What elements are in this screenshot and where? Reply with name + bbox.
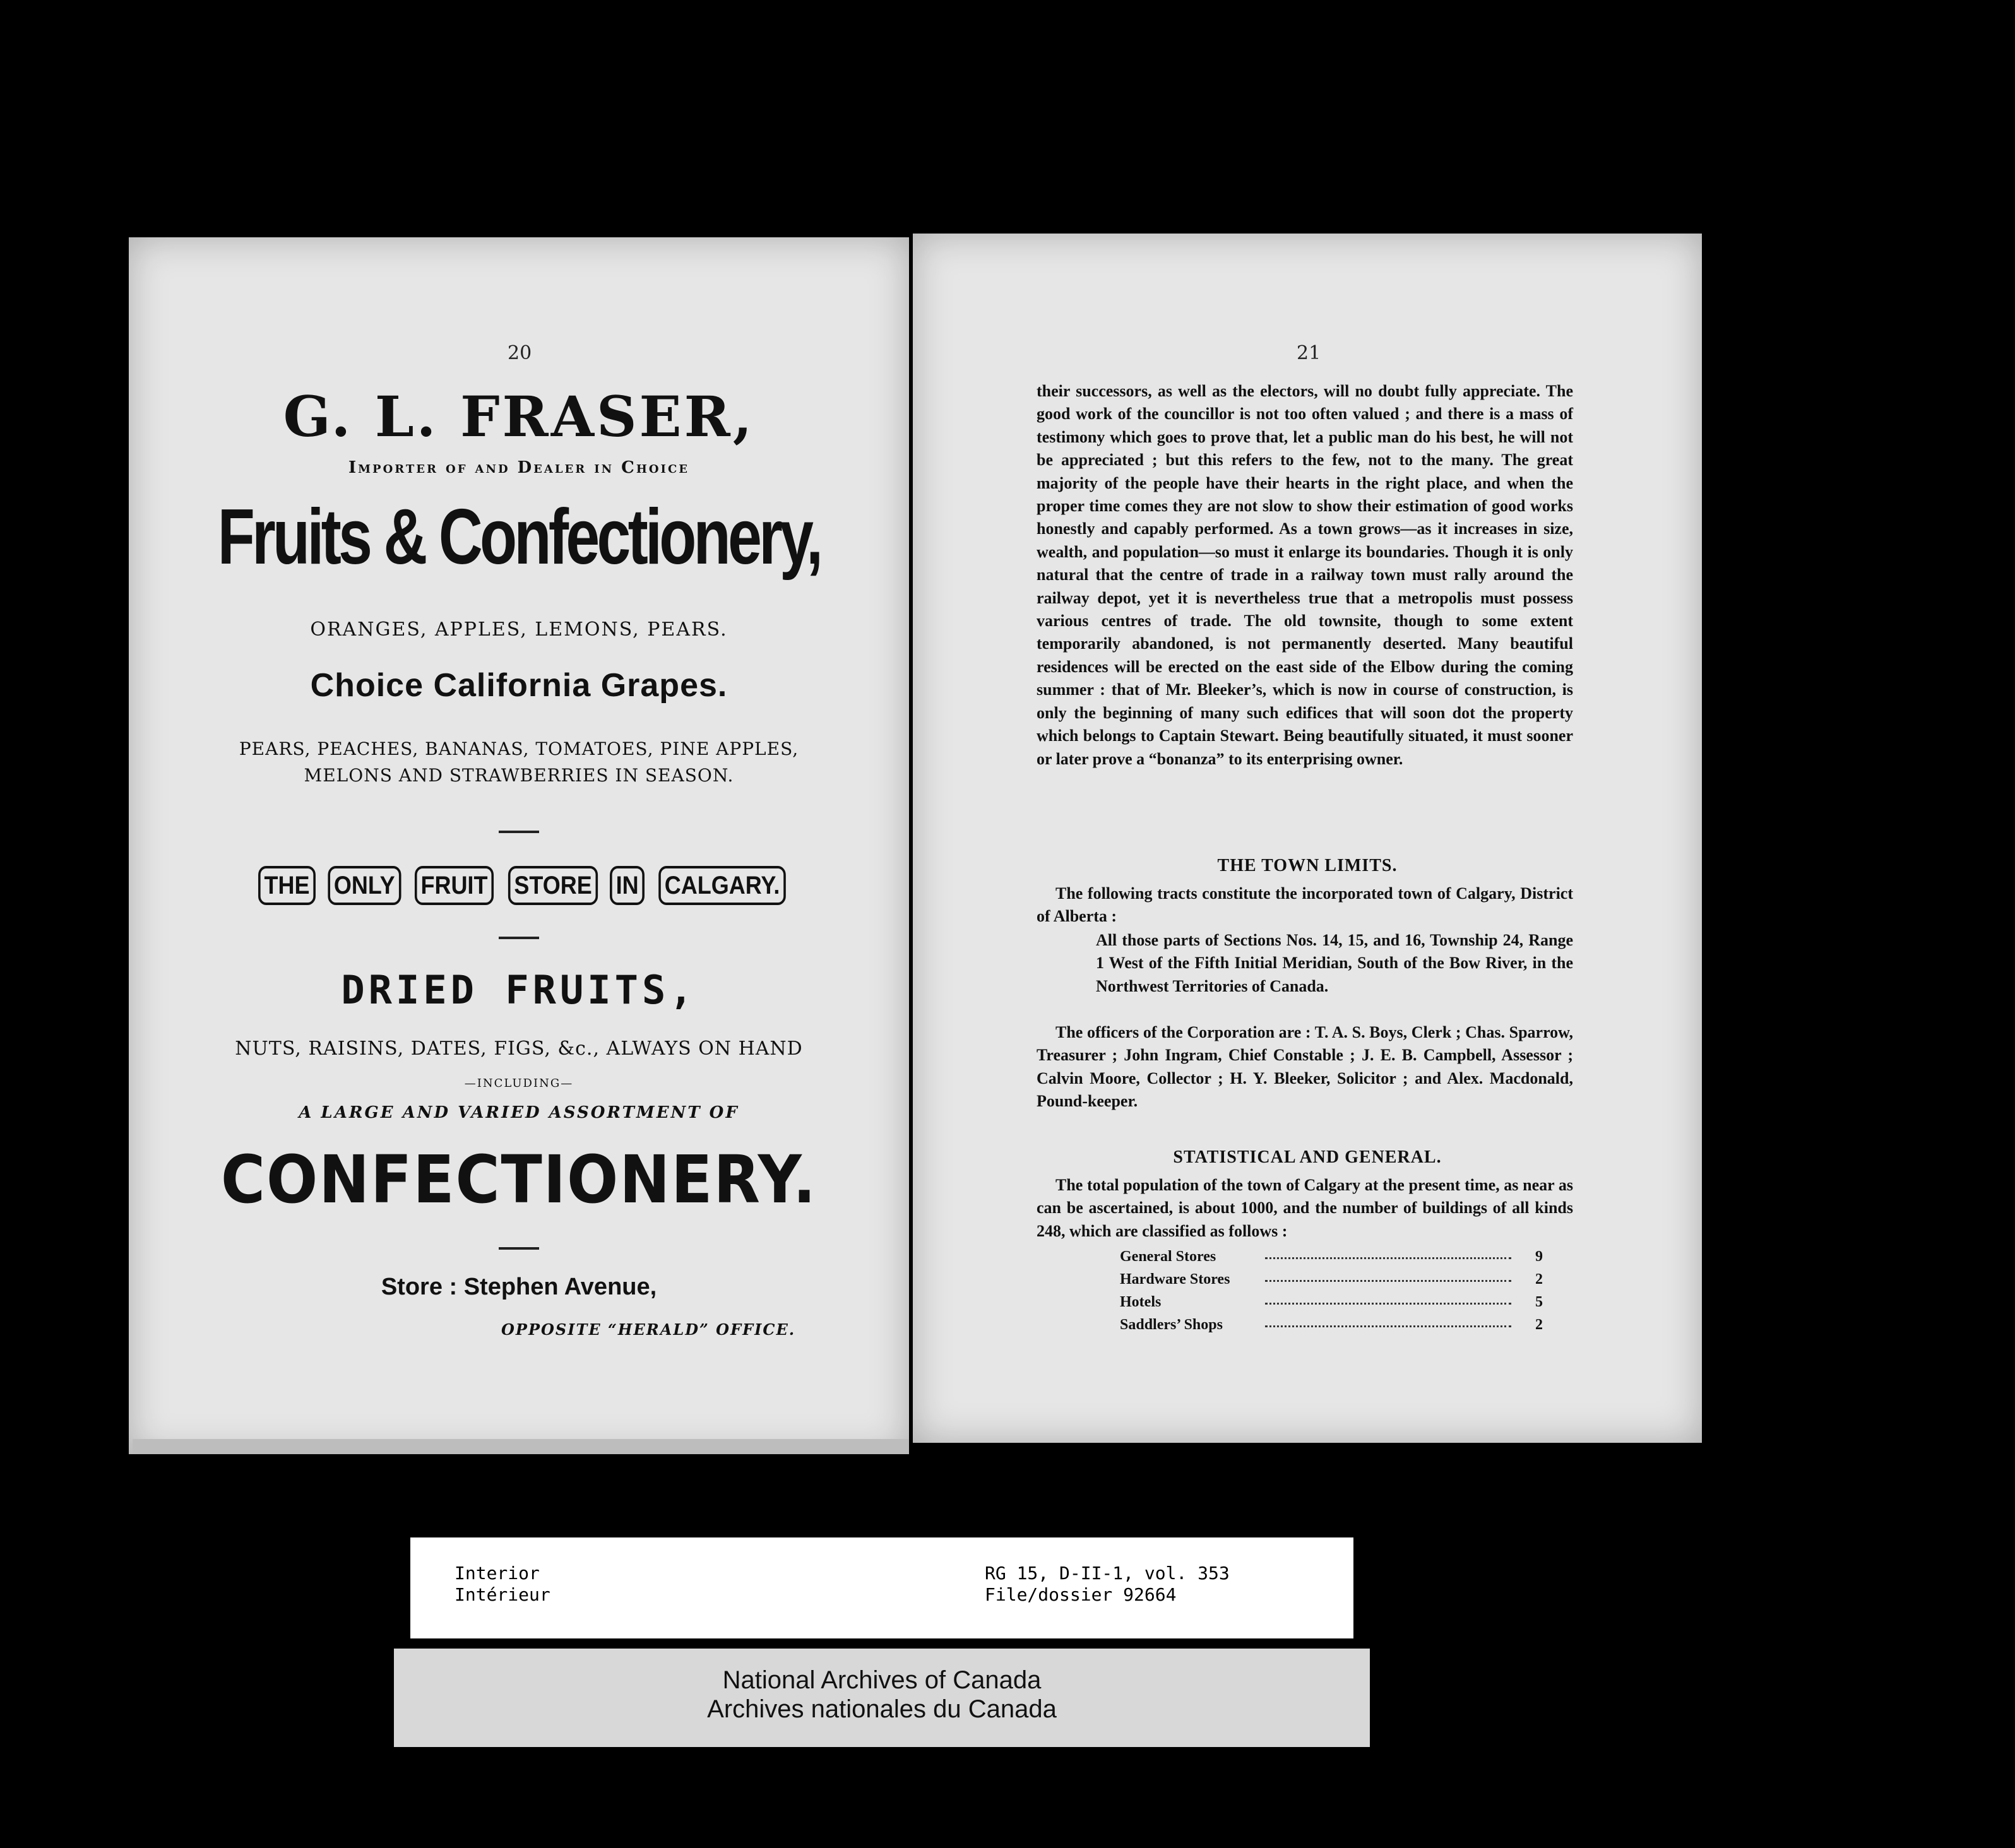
banner-word: CALGARY. (658, 866, 786, 905)
season-line-2: MELONS AND STRAWBERRIES IN SEASON. (304, 765, 734, 786)
archives-fr: Archives nationales du Canada (707, 1695, 1057, 1723)
divider (499, 937, 539, 939)
left-page (129, 237, 909, 1454)
stats-row (1120, 1317, 1543, 1339)
archives-label (394, 1649, 1370, 1747)
merchant-name: G. L. FRASER, (283, 384, 755, 449)
stats-value: 2 (1535, 1271, 1543, 1288)
stats-value: 2 (1535, 1317, 1543, 1333)
leader-dots (1265, 1257, 1511, 1259)
right-page (913, 234, 1702, 1443)
headline: Fruits & Confectionery, (217, 494, 821, 581)
page-edge (133, 1439, 909, 1454)
only-fruit-store-banner (255, 866, 793, 905)
stats-row (1120, 1248, 1543, 1271)
file-label (410, 1537, 1353, 1638)
leader-dots (1265, 1280, 1511, 1282)
assortment-line: A LARGE AND VARIED ASSORTMENT OF (299, 1103, 739, 1122)
leader-dots (1265, 1303, 1511, 1305)
archives-en: National Archives of Canada (722, 1666, 1042, 1694)
merchant-subtitle: Importer of and Dealer in Choice (348, 458, 690, 477)
season-line-1: PEARS, PEACHES, BANANAS, TOMATOES, PINE APPLES, (239, 738, 799, 759)
officers: The officers of the Corporation are : T. A. S. Boys, Clerk ; Chas. Sparrow, Treasurer ; John Ingram, Chief Constable ; J. E. B. Campbell, Assessor ; Calvin Moore, Collector ; H. Y. Bleeker, Solicitor ; and Alex. Macdonald, Pound-keeper. (1037, 1023, 1573, 1111)
banner-word: STORE (508, 866, 598, 905)
stats-label: Hardware Stores (1120, 1271, 1230, 1288)
divider (499, 1247, 539, 1250)
grapes-line: Choice California Grapes. (310, 667, 728, 704)
banner-word: THE (258, 866, 316, 905)
page-number: 20 (508, 342, 532, 364)
page-number: 21 (1297, 342, 1321, 364)
stats-value: 9 (1535, 1248, 1543, 1265)
heading-town-limits: THE TOWN LIMITS. (1217, 856, 1398, 875)
file-number: File/dossier 92664 (985, 1584, 1177, 1605)
dept-en: Interior (455, 1563, 540, 1584)
paragraph: their successors, as well as the electors, will no doubt fully appreciate. The good work of the councillor is not too often valued ; and there is a mass of testimony which goes to prove that, let a public man do his best, he will not be appreciated ; but this refers to the few, not to the many. The great majority of the people have their hearts in the right place, and when the proper time comes they are not slow to show their estimation of good works honestly and capably performed. As a town grows—as it increases in size, wealth, and population—so must it enlarge its boundaries. Though it is only natural that the centre of trade in a railway town must rally around the railway depot, yet it is nevertheless true that a metropolis must possess various centres of trade. The old townsite, though to some extent temporarily abandoned, is not permanently deserted. Many beautiful residences will be erected on the east side of the Elbow during the coming summer : that of Mr. Bleeker’s, which is now in course of construction, is only the beginning of many such edifices that will soon dot the property which belongs to Captain Stewart. Being beautifully situated, it must sooner or later prove a “bonanza” to its enterprising owner. (1037, 382, 1573, 768)
confectionery-headline: CONFECTIONERY. (220, 1141, 817, 1218)
dried-fruits: DRIED FRUITS, (341, 967, 697, 1013)
limits-intro: The following tracts constitute the incorporated town of Calgary, District of Alberta : (1037, 884, 1573, 926)
stats-label: General Stores (1120, 1248, 1216, 1265)
stats-label: Hotels (1120, 1294, 1162, 1310)
opposite-herald: OPPOSITE “HERALD” OFFICE. (501, 1320, 796, 1339)
stats-row (1120, 1271, 1543, 1294)
banner-word: ONLY (328, 866, 401, 905)
banner-word: IN (610, 866, 645, 905)
including-line: —INCLUDING— (464, 1077, 574, 1090)
divider (499, 831, 539, 833)
store-address: Store : Stephen Avenue, (381, 1274, 657, 1300)
leader-dots (1265, 1325, 1511, 1327)
limits-detail: All those parts of Sections Nos. 14, 15, and 16, Township 24, Range 1 West of the Fifth Initial Meridian, South of the Bow River, in the Northwest Territories of Canada. (1096, 931, 1573, 995)
record-group: RG 15, D-II-1, vol. 353 (985, 1563, 1230, 1584)
fruit-list: ORANGES, APPLES, LEMONS, PEARS. (310, 619, 728, 641)
stats-value: 5 (1535, 1294, 1543, 1310)
heading-statistical: STATISTICAL AND GENERAL. (1173, 1147, 1442, 1167)
stats-label: Saddlers’ Shops (1120, 1317, 1223, 1333)
dept-fr: Intérieur (455, 1584, 550, 1605)
stats-intro: The total population of the town of Calgary at the present time, as near as can be ascertained, is about 1000, and the number of buildings of all kinds 248, which are classified as follows : (1037, 1176, 1573, 1240)
banner-word: FRUIT (415, 866, 494, 905)
stats-row (1120, 1294, 1543, 1317)
nuts-line: NUTS, RAISINS, DATES, FIGS, &c., ALWAYS ON HAND (235, 1038, 803, 1060)
